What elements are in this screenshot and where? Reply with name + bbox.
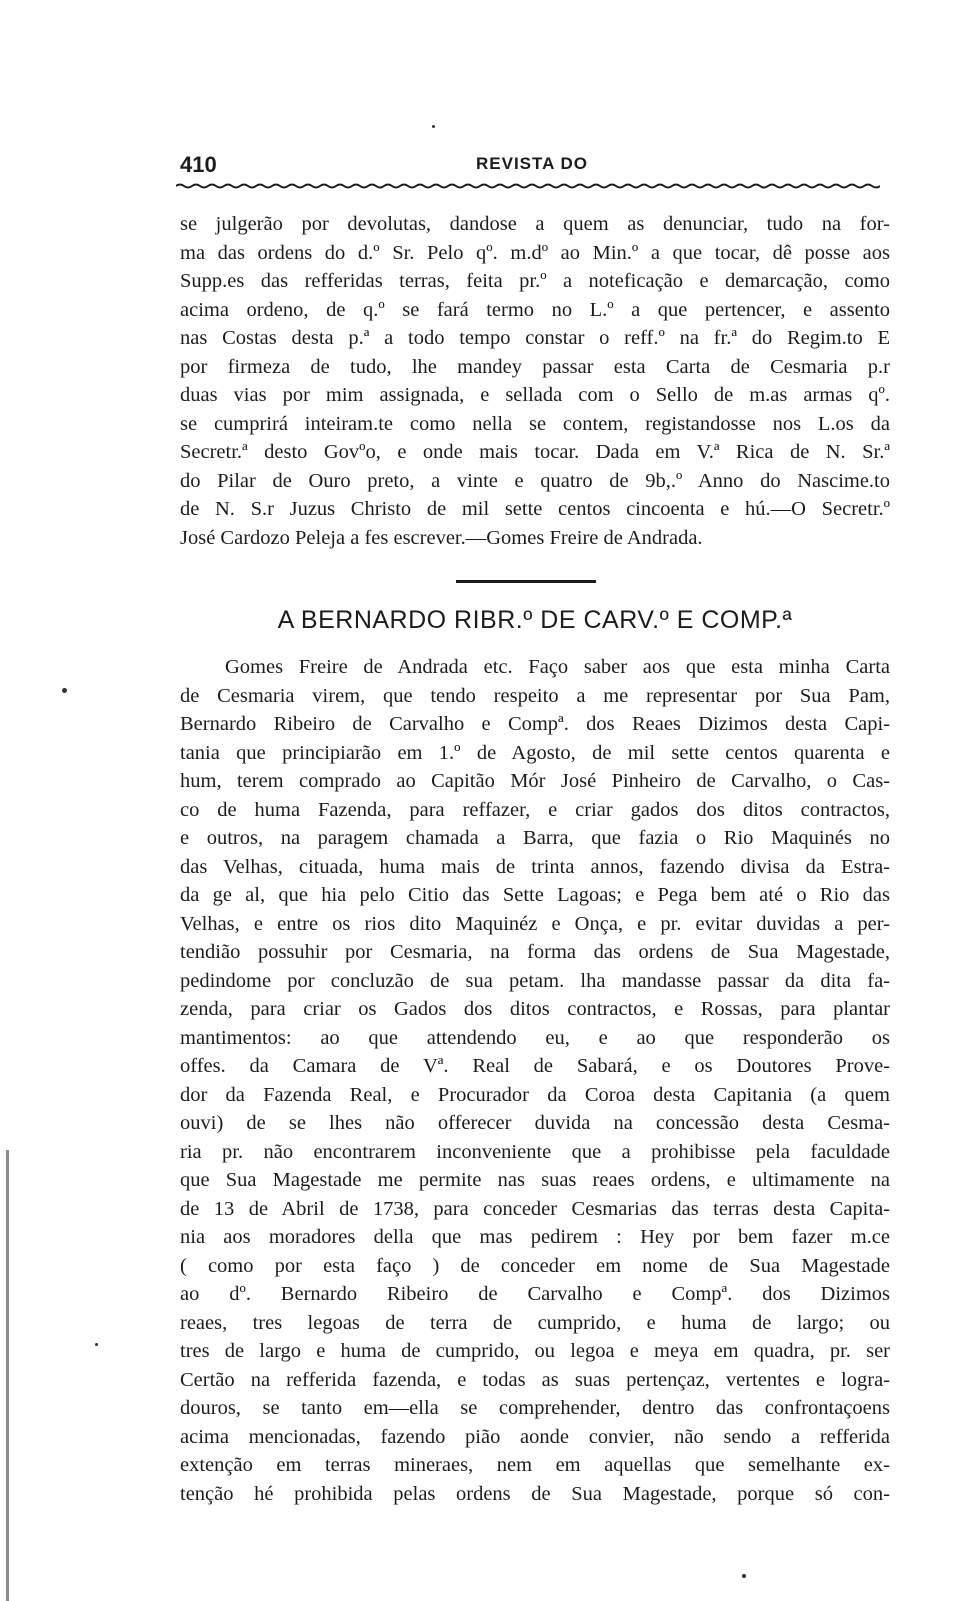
text-line: Bernardo Ribeiro de Carvalho e Compª. dos Reaes Dizimos desta Capi- [180, 713, 890, 735]
text-line: Supp.es das refferidas terras, feita pr.º a noteficação e demarcação, como [180, 270, 890, 292]
text-line: hum, terem comprado ao Capitão Mór José Pinheiro de Carvalho, o Cas- [180, 770, 890, 792]
text-line: tres de largo e huma de cumprido, ou legoa e meya em quadra, pr. ser [180, 1340, 890, 1362]
text-line: do Pilar de Ouro preto, a vinte e quatro de 9b,.º Anno do Nascime.to [180, 469, 890, 492]
text-line: tendião possuhir por Cesmaria, na forma das ordens de Sua Magestade, [180, 941, 890, 963]
text-line: extenção em terras mineraes, nem em aquellas que semelhante ex- [180, 1454, 890, 1476]
text-line: acima ordeno, de q.º se fará termo no L.º a que pertencer, e assento [180, 298, 890, 321]
text-line: e outros, na paragem chamada a Barra, que fazia o Rio Maquinés no [180, 827, 890, 849]
header-rule [176, 182, 880, 190]
text-line: tenção hé prohibida pelas ordens de Sua Magestade, porque só con- [180, 1482, 890, 1505]
text-line: por firmeza de tudo, lhe mandey passar esta Carta de Cesmaria p.r [180, 355, 890, 378]
text-line: Velhas, e entre os rios dito Maquinéz e Onça, e pr. evitar duvidas a per- [180, 912, 890, 935]
speck-mark [742, 1574, 746, 1578]
page-header [180, 152, 880, 182]
text-line: pedindome por concluzão de sua petam. lha mandasse passar da dita fa- [180, 969, 890, 992]
section-title: A BERNARDO RIBR.º DE CARV.º E COMP.ª [277, 606, 793, 634]
text-line: Gomes Freire de Andrada etc. Faço saber aos que esta minha Carta [225, 656, 890, 678]
text-line: douros, se tanto em—ella se comprehender, dentro das confrontaçoens [180, 1397, 890, 1419]
text-line: co de huma Fazenda, para reffazer, e criar gados dos ditos contractos, [180, 798, 890, 821]
text-line: se cumprirá inteiram.te como nella se contem, registandosse nos L.os da [180, 412, 890, 435]
text-line: ria pr. não encontrarem inconveniente que a prohibisse pela faculdade [180, 1140, 890, 1163]
text-line: mantimentos: ao que attendendo eu, e ao que responderão os [180, 1026, 890, 1049]
text-line: dor da Fazenda Real, e Procurador da Coroa desta Capitania (a quem [180, 1083, 890, 1106]
page-number: 410 [180, 152, 217, 177]
text-line: de N. S.r Juzus Christo de mil sette centos cincoenta e hú.—O Secretr.º [180, 498, 890, 520]
page-edge-shadow [6, 1150, 9, 1601]
first-text-block [180, 210, 890, 552]
text-line: reaes, tres legoas de terra de cumprido, e huma de largo; ou [180, 1311, 890, 1334]
section-separator [456, 580, 596, 583]
text-line: duas vias por mim assignada, e sellada com o Sello de m.as armas qº. [180, 384, 890, 406]
text-line: zenda, para criar os Gados dos ditos contractos, e Rossas, para plantar [180, 998, 890, 1020]
section-text-block [180, 653, 890, 1508]
text-line: que Sua Magestade me permite nas suas reaes ordens, e ultimamente na [180, 1169, 890, 1191]
speck-mark [62, 688, 67, 693]
text-line: ( como por esta faço ) de conceder em nome de Sua Magestade [180, 1254, 890, 1277]
text-line: José Cardozo Peleja a fes escrever.—Gomes Freire de Andrada. [180, 526, 703, 549]
text-line: tania que principiarão em 1.º de Agosto, de mil sette centos quarenta e [180, 741, 890, 764]
text-line: nas Costas desta p.ª a todo tempo constar o reff.º na fr.ª do Regim.to E [180, 327, 890, 349]
speck-mark [95, 1343, 98, 1346]
text-line: Secretr.ª desto Govºo, e onde mais tocar. Dada em V.ª Rica de N. Sr.ª [180, 441, 890, 463]
text-line: offes. da Camara de Vª. Real de Sabará, e os Doutores Prove- [180, 1055, 890, 1077]
text-line: se julgerão por devolutas, dandose a quem as denunciar, tudo na for- [180, 213, 890, 235]
text-line: de 13 de Abril de 1738, para conceder Cesmarias das terras desta Capita- [180, 1197, 890, 1220]
text-line: ma das ordens do d.º Sr. Pelo qº. m.dº ao Min.º a que tocar, dê posse aos [180, 241, 890, 264]
text-line: da ge al, que hia pelo Citio das Sette Lagoas; e Pega bem até o Rio das [180, 884, 890, 906]
text-line: das Velhas, cituada, huma mais de trinta annos, fazendo divisa da Estra- [180, 855, 890, 878]
text-line: Certão na refferida fazenda, e todas as suas pertençaz, vertentes e logra- [180, 1368, 890, 1391]
text-line: ao dº. Bernardo Ribeiro de Carvalho e Compª. dos Dizimos [180, 1283, 890, 1305]
text-line: nia aos moradores della que mas pedirem : Hey por bem fazer m.ce [180, 1226, 890, 1248]
running-title: REVISTA DO [476, 154, 589, 173]
text-line: ouvi) de se lhes não offerecer duvida na concessão desta Cesma- [180, 1112, 890, 1134]
text-line: acima mencionadas, fazendo pião aonde convier, não sendo a refferida [180, 1425, 890, 1448]
text-line: de Cesmaria virem, que tendo respeito a me representar por Sua Pam, [180, 684, 890, 707]
speck-mark [432, 125, 435, 128]
